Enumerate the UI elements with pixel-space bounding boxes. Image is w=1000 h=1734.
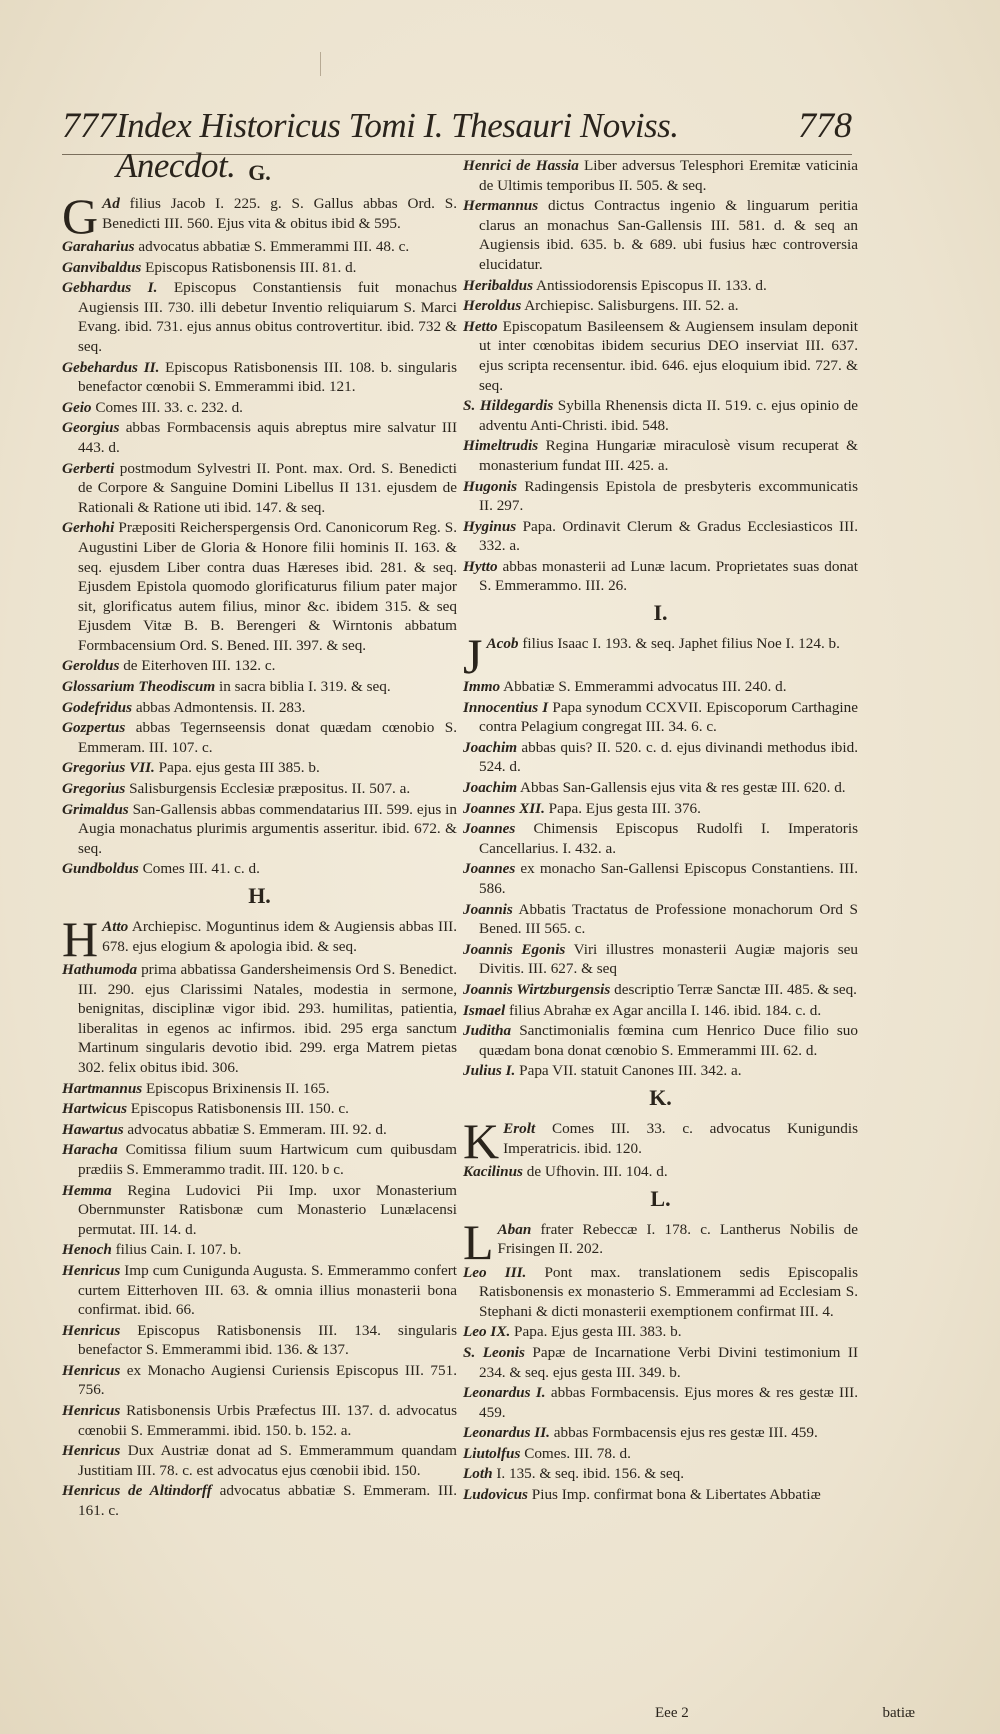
section-letter-heading: G. [248,160,271,185]
index-entry [62,1361,457,1400]
entry-name: Gebehardus II. [62,358,160,376]
page-footer [655,1705,915,1722]
index-entry [62,677,457,697]
entry-name: Liutolfus [463,1444,521,1462]
entry-name: Grimaldus [62,800,129,818]
index-entry [463,477,858,516]
entry-name: Atto [102,918,129,935]
entry-text: Imp cum Cunigunda Augusta. S. Emmerammo confert curtem Eitterhoven III. 63. & omnia illius monasterii bona confirmat. ibid. 66. [78,1261,457,1319]
entry-text: Viri illustres monasterii Augiæ majoris seu Divitis. III. 627. & seq [479,940,858,978]
index-entry [62,1120,457,1140]
entry-text: Regina Ludovici Pii Imp. uxor Monasterium Obernmunster Ratisbonæ cum Monasterio Lunælacensi permutat. III. 14. d. [78,1181,457,1238]
entry-text: Chimensis Episcopus Rudolfi I. Imperatoris Cancellarius. I. 432. a. [479,820,858,857]
index-entry [62,1441,457,1480]
index-entry [463,1444,858,1464]
entry-text: de Ufhovin. III. 104. d. [522,1162,668,1180]
entry-text: Papa. ejus gesta III 385. b. [154,759,320,777]
entry-name: Ismael [463,1001,506,1019]
entry-name: Leo III. [463,1263,527,1281]
entry-text: abbas Formbacensis. Ejus mores & res gestæ III. 459. [479,1384,858,1421]
entry-name: S. Leonis [463,1343,525,1361]
index-entry [463,1423,858,1443]
index-entry [463,1343,858,1382]
entry-name: Innocentius I [463,698,549,716]
index-entry [463,1021,858,1060]
entry-name: Henricus de Altindorff [62,1482,212,1500]
entry-name: Himeltrudis [463,437,539,455]
entry-name: Leonardus I. [463,1384,546,1402]
index-entry [463,276,858,296]
entry-text: Episcopus Ratisbonensis III. 134. singularis benefactor S. Emmerammi ibid. 136. & 137. [78,1321,457,1359]
entry-text: filius Jacob I. 225. g. S. Gallus abbas Ord. S. Benedicti III. 560. Ejus vita & obitus ibid & 595. [102,195,457,232]
entry-name: Ludovicus [463,1486,528,1504]
section-letter-heading: L. [650,1185,671,1211]
index-entry [62,1140,457,1179]
entry-name: Gozpertus [62,719,126,737]
entry-text: prima abbatissa Gandersheimensis Ord S. Benedict. III. 290. ejus Clarissimi Natales, modestia in sermone, benignitas, disciplinæ vigor ibid. 293. humilitas, patientia, liberalitas in egenos ac infirmos. ibid. 295 erga sanctum Martinum singularis devotio ibid. 299. erga Matrem pietas 302. felix obitus ibid. 306. [78,961,457,1076]
index-section [463,1085,858,1182]
entry-text: Liber adversus Telesphori Eremitæ vaticinia de Ultimis temporibus II. 505. & seq. [479,157,859,194]
section-letter-heading: I. [653,600,668,626]
entry-text: postmodum Sylvestri II. Pont. max. Ord. S. Benedicti de Corpore & Sanguine Domini Libellus II 131. ejusdem de Rationali & Ratione uti ibid. 147. & seq. [78,459,457,516]
entry-text: de Eiterhoven III. 132. c. [119,657,276,675]
entry-text: Papa. Ejus gesta III. 383. b. [510,1323,682,1341]
entry-text: Comes. III. 78. d. [520,1444,631,1462]
index-section [463,156,858,596]
index-entry [62,188,457,244]
index-entry [463,738,858,777]
entry-name: Hathumoda [62,961,138,978]
entry-text: Antissiodorensis Episcopus II. 133. d. [533,276,767,294]
index-entry [463,900,858,939]
index-entry [62,698,457,718]
index-entry [62,1079,457,1099]
entry-name: Hemma [62,1181,112,1199]
index-entry [62,1321,457,1360]
entry-name: Joannis Wirtzburgensis [463,980,611,998]
entry-name: Leo IX. [463,1323,511,1341]
entry-text: frater Rebeccæ I. 178. c. Lantherus Nobilis de Frisingen II. 202. [497,1220,858,1258]
entry-text: Sybilla Rhenensis dicta II. 519. c. ejus opinio de adventu Anti-Christi. ibid. 548. [479,397,859,434]
left-column [62,156,457,1522]
index-entry [463,1213,858,1270]
index-entry [62,398,457,418]
index-entry [463,1162,858,1182]
entry-text: abbas Tegernseensis donat quædam cœnobio S. Emmeram. III. 107. c. [78,719,457,756]
index-entry [463,1061,858,1081]
entry-name: Joannes XII. [463,799,545,817]
entry-name: Acob [486,635,519,653]
entry-text: Regina Hungariæ miraculosè visum recuperat & monasterium fundat III. 425. a. [479,437,858,474]
entry-text: Sanctimonialis fœmina cum Henrico Duce filio suo quædam bona donat cœnobio S. Emmerammi III. 62. d. [479,1022,858,1059]
entry-text: ex Monacho Augiensi Curiensis Episcopus III. 751. 756. [78,1361,457,1399]
section-letter-heading: K. [649,1084,672,1110]
entry-name: Gregorius [62,780,126,798]
entry-name: Hugonis [463,477,518,495]
entry-name: Joannes [463,860,516,878]
index-entry [62,1240,457,1260]
index-entry [463,628,858,685]
entry-name: Henricus [62,1442,121,1460]
index-entry [463,698,858,737]
entry-name: Hartwicus [62,1100,127,1118]
entry-text: dictus Contractus ingenio & linguarum peritia clarus an monachus San-Gallensis III. 581. d. & seq an Augiensis ibid. 635. b. & 689. ubi fusius hæc controversia elucidatur. [479,197,858,273]
index-entry [463,436,858,475]
entry-text: advocatus abbatiæ S. Emmeram. III. 161. c. [78,1482,457,1520]
ink-mark [320,52,327,76]
entry-name: Gerberti [62,459,115,477]
index-entry [62,237,457,257]
entry-name: Hawartus [62,1120,124,1138]
index-entry [463,980,858,1000]
entry-text: Ratisbonensis Urbis Præfectus III. 137. d. advocatus cœnobii S. Emmerammi. ibid. 150. b. 152. a. [78,1402,457,1439]
index-entry [463,156,858,195]
entry-text: abbas Formbacensis aquis abreptus mire salvatur III 443. d. [78,419,457,456]
entry-name: Julius I. [463,1062,516,1080]
index-entry [62,960,457,1078]
entry-text: Papa. Ordinavit Clerum & Gradus Ecclesiasticos III. 332. a. [479,517,858,555]
entry-text: ex monacho San-Gallensi Episcopus Constantiens. III. 586. [479,860,858,897]
entry-name: Henricus [62,1402,121,1420]
entry-text: Papæ de Incarnatione Verbi Divini testimonium II 234. & seq. ejus gesta III. 349. b. [479,1343,858,1381]
entry-name: Heribaldus [463,276,534,294]
entry-name: Joachim [463,738,518,756]
entry-text: Archiepisc. Moguntinus idem & Augiensis abbas III. 678. ejus elogium & apologia ibid. & seq. [102,918,457,955]
entry-name: Heroldus [463,297,522,315]
entry-text: San-Gallensis abbas commendatarius III. 599. ejus in Augia monachatus plurimis argumentis asseritur. ibid. 672. & seq. [78,800,457,857]
entry-text: Abbatiæ S. Emmerammi advocatus III. 240. d. [500,678,787,696]
index-section [463,1186,858,1505]
entry-text: Episcopus Brixinensis II. 165. [142,1079,330,1097]
entry-name: Henricus [62,1261,121,1279]
entry-name: Georgius [62,419,120,437]
drop-capital: H [62,911,99,967]
index-entry [62,656,457,676]
section-letter-heading: H. [248,883,271,908]
entry-text: filius Isaac I. 193. & seq. Japhet filius Noe I. 124. b. [518,635,840,653]
entry-text: abbas monasterii ad Lunæ lacum. Proprietates suas donat S. Emmerammo. III. 26. [479,557,858,595]
entry-text: Abbas San-Gallensis ejus vita & res gestæ III. 620. d. [517,779,846,797]
index-entry [62,278,457,356]
index-entry [463,557,858,596]
entry-name: Gebhardus I. [62,279,158,297]
entry-text: Episcopus Constantiensis fuit monachus Augiensis III. 730. illi debetur Inventio reliquiarum S. Marci Evang. ibid. 731. ejus annus obitus controvertitur. ibid. 732 & seq. [78,279,457,355]
entry-text: Comes III. 33. c. 232. d. [91,398,243,416]
index-entry [463,1112,858,1169]
entry-text: abbas Admontensis. II. 283. [132,698,306,716]
index-entry [62,1099,457,1119]
entry-text: filius Abrahæ ex Agar ancilla I. 146. ibid. 184. c. d. [505,1001,822,1019]
entry-text: abbas Formbacensis ejus res gestæ III. 459. [549,1424,818,1442]
index-entry [62,1181,457,1240]
index-entry [463,819,858,858]
entry-name: Erolt [503,1119,536,1137]
index-entry [463,196,858,274]
index-entry [62,258,457,278]
index-entry [62,800,457,859]
drop-capital: J [463,628,483,685]
index-entry [62,779,457,799]
index-section [463,600,858,1081]
index-entry [62,1261,457,1320]
entry-name: Loth [463,1465,493,1483]
index-section [62,883,457,1521]
entry-name: Henrici de Hassia [463,157,579,174]
index-entry [463,1485,858,1505]
index-entry [62,1481,457,1520]
entry-text: Pont max. translationem sedis Episcopalis Ratisbonensis ex monasterio S. Emmerammi ad Ecclesiam S. Stephani & dicti monasterii exemptionem confirmat III. 4. [479,1263,859,1320]
entry-name: Gregorius VII. [62,759,155,777]
entry-text: Radingensis Epistola de presbyteris excommunicatis II. 297. [479,477,858,515]
entry-text: Papa synodum CCXVII. Episcoporum Carthagine contra Pelagium congregat III. 34. 6. c. [479,698,858,736]
entry-text: Papa. Ejus gesta III. 376. [544,799,701,817]
index-entry [62,459,457,518]
entry-name: Henricus [62,1361,121,1379]
entry-text: abbas quis? II. 520. c. d. ejus divinandi methodus ibid. 524. d. [479,738,858,776]
entry-name: Joannes [463,820,516,838]
entry-text: Pius Imp. confirmat bona & Libertates Abbatiæ [527,1486,821,1504]
entry-text: Comes III. 33. c. advocatus Kunigundis Imperatricis. ibid. 120. [503,1119,858,1157]
index-entry [463,1263,858,1322]
entry-name: Henricus [62,1321,121,1339]
entry-name: Ad [102,195,120,212]
catchword: batiæ [882,1705,915,1721]
right-page-number: 778 [798,105,852,145]
entry-text: Dux Austriæ donat ad S. Emmerammum quandam Justitiam III. 78. c. est advocatus ejus cœnobii ibid. 150. [78,1442,457,1479]
entry-name: Glossarium Theodiscum [62,678,216,696]
entry-name: Aban [497,1220,532,1238]
index-entry [463,317,858,395]
entry-text: Papa VII. statuit Canones III. 342. a. [515,1062,742,1080]
index-entry [463,296,858,316]
index-entry [463,1464,858,1484]
entry-name: Hyginus [463,517,517,535]
index-entry [463,1383,858,1422]
index-entry [62,418,457,457]
entry-name: Hartmannus [62,1079,143,1097]
entry-name: Joannis Egonis [463,940,566,958]
entry-name: Haracha [62,1141,118,1159]
index-entry [62,518,457,655]
entry-name: Joannis [463,900,513,918]
right-column [463,156,858,1506]
entry-text: advocatus abbatiæ S. Emmerammi III. 48. c. [134,238,410,255]
index-entry [463,517,858,556]
entry-text: filius Cain. I. 107. b. [111,1241,242,1259]
entry-name: Hetto [463,317,498,335]
entry-name: Juditha [463,1022,512,1040]
entry-text: Præpositi Reicherspergensis Ord. Canonicorum Reg. S. Augustini Liber de Gloria & Honore filii hominis II. 163. & seq. ejusdem Liber contra duas Hæreses ibid. 281. & seq. Ejusdem Epistola quomodo glorificaturus filium pater major sit, glorificatus autem filius, minor &c. ibidem 315. & seq Ejusdem Vitæ B. B. Berengeri & Wirntonis abbatum Formbacensium Ord. S. Bened. III. 397. & seq. [78,519,457,654]
entry-text: Archiepisc. Salisburgens. III. 52. a. [521,297,739,315]
drop-capital: L [463,1213,494,1270]
index-entry [463,677,858,697]
index-entry [62,358,457,397]
entry-name: Garaharius [62,238,135,255]
entry-text: advocatus abbatiæ S. Emmeram. III. 92. d. [123,1120,387,1138]
entry-text: I. 135. & seq. ibid. 156. & seq. [492,1465,685,1483]
entry-name: Ganvibaldus [62,258,142,276]
index-section [62,160,457,879]
entry-name: Godefridus [62,698,133,716]
index-entry [463,778,858,798]
entry-name: Immo [463,678,501,696]
entry-name: Hytto [463,557,498,575]
entry-name: Joachim [463,779,518,797]
entry-text: Episcopus Ratisbonensis III. 81. d. [141,258,357,276]
index-entry [463,940,858,979]
index-entry [62,718,457,757]
entry-name: Gundboldus [62,860,139,878]
entry-text: Abbatis Tractatus de Professione monachorum Ord S Bened. III 565. c. [479,900,858,938]
entry-text: Salisburgensis Ecclesiæ præpositus. II. 507. a. [125,780,411,798]
drop-capital: G [62,188,99,244]
entry-text: Episcopus Ratisbonensis III. 108. b. singularis benefactor cœnobii S. Emmerammi ibid. 121. [78,358,457,396]
left-page-number: 777 [62,105,116,145]
entry-text: in sacra biblia I. 319. & seq. [215,678,391,696]
entry-text: Episcopus Ratisbonensis III. 150. c. [127,1100,349,1118]
index-entry [62,859,457,879]
running-title: Index Historicus Tomi I. Thesauri Noviss. Anecdot. [116,106,679,185]
index-entry [463,1001,858,1021]
entry-text: Comes III. 41. c. d. [138,860,260,878]
entry-text: descriptio Terræ Sanctæ III. 485. & seq. [610,980,857,998]
entry-name: Geio [62,398,92,416]
index-entry [463,396,858,435]
entry-name: S. Hildegardis [463,397,554,415]
index-entry [62,758,457,778]
entry-name: Kacilinus [463,1162,523,1180]
index-entry [463,859,858,898]
index-entry [463,1322,858,1342]
drop-capital: K [463,1112,500,1169]
entry-text: Comitissa filium suum Hartwicum cum quibusdam prædiis S. Emmerammo tradit. III. 120. b c. [78,1141,457,1178]
entry-name: Gerhohi [62,519,115,537]
index-entry [463,799,858,819]
entry-name: Leonardus II. [463,1424,550,1442]
entry-name: Henoch [62,1241,112,1259]
entry-name: Hermannus [463,197,539,215]
index-entry [62,1401,457,1440]
entry-name: Geroldus [62,657,120,675]
index-entry [62,911,457,967]
entry-text: Episcopatum Basileensem & Augiensem insulam deponit ut inter cœnobitas ibidem securius DEO inserviat III. 637. ejus scripta recensentur. ibid. 646. ejus eloquium ibid. 727. & seq. [479,317,858,394]
signature-mark: Eee 2 [655,1705,689,1721]
